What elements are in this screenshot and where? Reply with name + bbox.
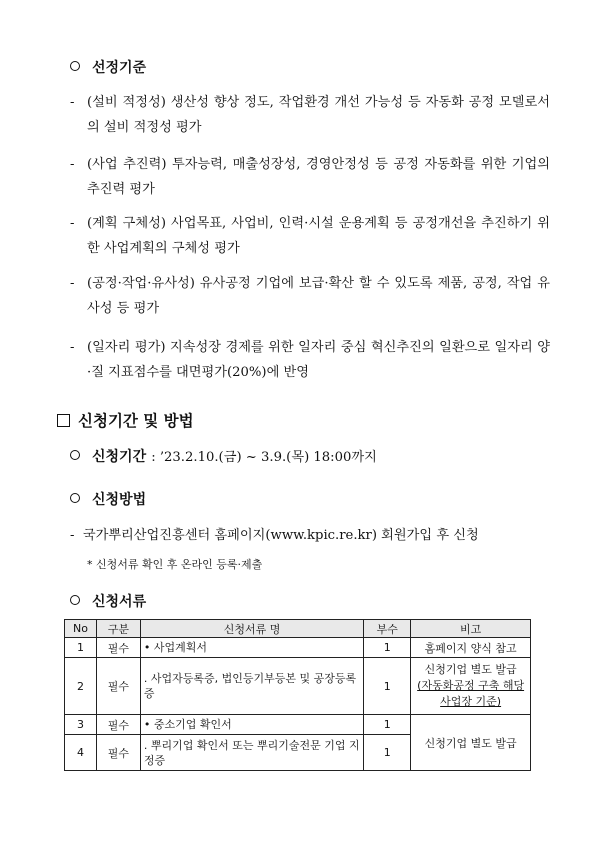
table-row: 1 필수 • 사업계획서 1 홈페이지 양식 참고 — [65, 638, 531, 658]
criterion-5: - (일자리 평가) 지속성장 경제를 위한 일자리 중심 혁신추진의 일환으로 일자리 양·질 지표점수를 대면평가(20%)에 반영 — [70, 340, 550, 380]
period-line — [70, 446, 377, 466]
criterion-1: - (설비 적정성) 생산성 향상 정도, 작업환경 개선 가능성 등 자동화 공정 모델로서의 설비 적정성 평가 — [70, 95, 550, 135]
table-header-row — [65, 620, 531, 638]
period-value: : ’23.2.10.(금) ~ 3.9.(목) 18:00까지 — [151, 450, 377, 465]
selection-heading: 선정기준 — [70, 57, 146, 77]
circle-bullet-icon — [70, 450, 80, 460]
method-heading: 신청방법 — [70, 489, 146, 509]
table-row: 2 필수 . 사업자등록증, 법인등기부등본 및 공장등록증 1 신청기업 별도 발급 (자동화공정 구축 해당사업장 기준) — [65, 658, 531, 715]
col-note: 비고 — [411, 620, 531, 638]
col-no: No — [65, 620, 97, 638]
criterion-3: - (계획 구체성) 사업목표, 사업비, 인력·시설 운용계획 등 공정개선을 추진하기 위한 사업계획의 구체성 평가 — [70, 216, 550, 256]
application-heading: 신청기간 및 방법 — [57, 409, 194, 431]
period-label: 신청기간 — [92, 449, 147, 465]
method-line: - 국가뿌리산업진흥센터 홈페이지(www.kpic.re.kr) 회원가입 후 신청 — [70, 528, 479, 543]
table-row: 3 필수 • 중소기업 확인서 1 신청기업 별도 발급 — [65, 715, 531, 735]
method-note: * 신청서류 확인 후 온라인 등록·제출 — [87, 558, 263, 571]
circle-bullet-icon — [70, 61, 80, 71]
table-row: 4 필수 . 뿌리기업 확인서 또는 뿌리기술전문 기업 지정증 1 — [65, 735, 531, 771]
criterion-2: - (사업 추진력) 투자능력, 매출성장성, 경영안정성 등 공정 자동화를 위한 기업의 추진력 평가 — [70, 157, 550, 197]
circle-bullet-icon — [70, 493, 80, 503]
docs-heading: 신청서류 — [70, 591, 146, 611]
col-name: 신청서류 명 — [140, 620, 363, 638]
col-count: 부수 — [364, 620, 411, 638]
square-bullet-icon — [57, 414, 70, 427]
documents-table — [64, 619, 531, 771]
circle-bullet-icon — [70, 595, 80, 605]
criterion-4: - (공정·작업·유사성) 유사공정 기업에 보급·확산 할 수 있도록 제품, 공정, 작업 유사성 등 평가 — [70, 276, 550, 316]
col-type: 구분 — [96, 620, 140, 638]
row-2-note: 신청기업 별도 발급 (자동화공정 구축 해당사업장 기준) — [411, 658, 531, 715]
